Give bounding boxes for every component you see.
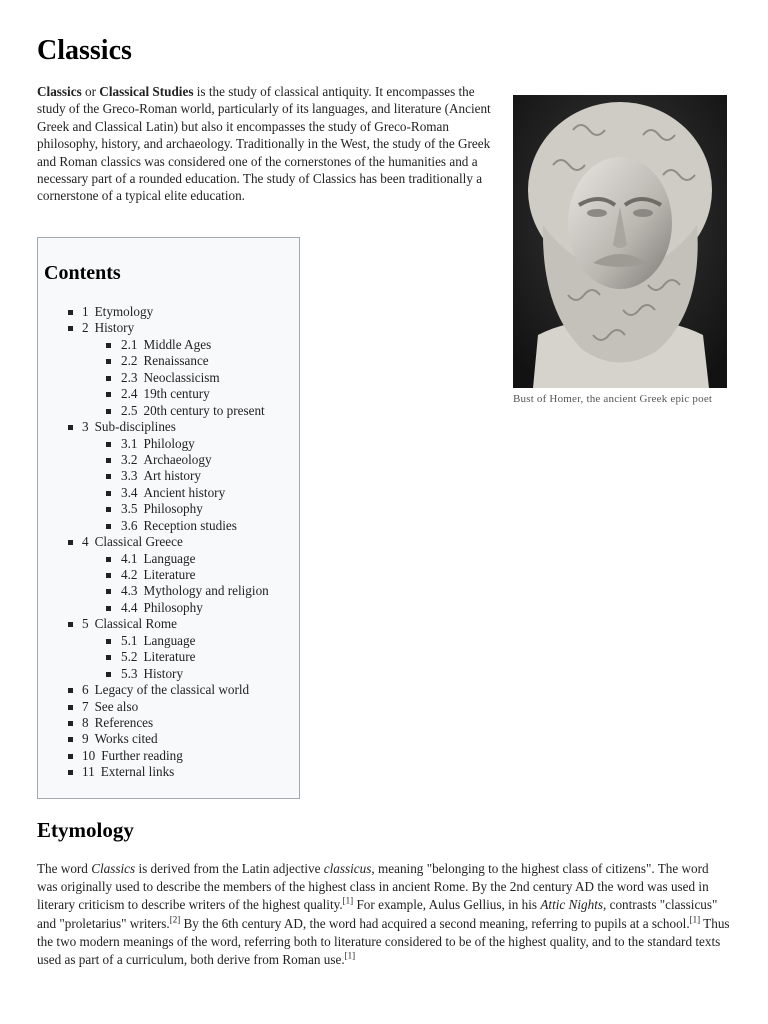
toc-item-number: 2 <box>82 320 89 336</box>
toc-item-label: References <box>94 714 154 730</box>
bullet-icon <box>106 392 111 397</box>
toc-item-label: Literature <box>143 649 196 665</box>
toc-item-label: Renaissance <box>143 353 209 369</box>
bullet-icon <box>106 409 111 414</box>
toc-item-link[interactable] <box>121 551 195 567</box>
toc-item-number: 5 <box>82 616 89 632</box>
toc-item-number: 3 <box>82 419 89 435</box>
toc-item-link[interactable] <box>121 468 201 484</box>
toc-item-number: 4.1 <box>121 550 138 566</box>
toc-item-link[interactable] <box>121 436 195 452</box>
homer-figure <box>513 95 727 408</box>
section-heading-etymology: Etymology <box>37 818 134 842</box>
toc-item-label: Neoclassicism <box>143 369 220 385</box>
toc-item-link[interactable] <box>121 518 237 534</box>
toc-item-link[interactable] <box>121 501 203 517</box>
toc-item-link[interactable] <box>82 715 153 731</box>
toc-item-label: Philology <box>143 435 195 451</box>
toc-item-link[interactable] <box>121 370 220 386</box>
toc-item-link[interactable] <box>82 699 138 715</box>
bullet-icon <box>106 507 111 512</box>
etym-text-5: , contrasts "classicus" and "proletarius" writers. <box>37 897 718 931</box>
toc-item-number: 2.5 <box>121 402 138 418</box>
page-title: Classics <box>37 35 132 66</box>
toc-item-label: Art history <box>143 468 201 484</box>
etym-italic-attic-nights: Attic Nights <box>540 897 603 913</box>
bullet-icon <box>68 326 73 331</box>
toc-item-link[interactable] <box>121 353 209 369</box>
citation-ref-2[interactable]: [2] <box>169 914 181 925</box>
etym-italic-classicus: classicus <box>323 861 372 876</box>
toc-item-label: Philosophy <box>143 599 203 615</box>
bullet-icon <box>106 655 111 660</box>
toc-item-label: Classical Rome <box>94 616 178 632</box>
toc-item-link[interactable] <box>121 600 203 616</box>
bullet-icon <box>68 688 73 693</box>
toc-item-number: 4.3 <box>121 583 138 599</box>
toc-item-link[interactable] <box>121 452 212 468</box>
bullet-icon <box>68 721 73 726</box>
toc-item-label: Language <box>143 550 196 566</box>
figure-caption: Bust of Homer, the ancient Greek epic poet <box>513 393 713 405</box>
toc-item-link[interactable] <box>82 731 158 747</box>
toc-item-number: 7 <box>82 698 89 714</box>
bullet-icon <box>106 376 111 381</box>
toc-item-link[interactable] <box>121 386 210 402</box>
toc-item-number: 2.1 <box>121 336 138 352</box>
toc-item-number: 3.6 <box>121 517 138 533</box>
bullet-icon <box>106 442 111 447</box>
toc-item-number: 5.3 <box>121 665 138 681</box>
bullet-icon <box>106 557 111 562</box>
toc-item-number: 2.3 <box>121 369 138 385</box>
toc-item-number: 2.2 <box>121 353 138 369</box>
bullet-icon <box>68 770 73 775</box>
toc-item-number: 9 <box>82 731 89 747</box>
intro-text: is the study of classical antiquity. It encompasses the study of the Greco-Roman world, particularly of its languages, and literature (Ancient Greek and Classical Latin) but also it encompasses the study of Greco-Roman philosophy, history, and archaeology. Traditionally in the West, the study of the Greek and Roman classics was considered one of the cornerstones of the humanities and a necessary part of a rounded education. The study of Classics has been traditionally a cornerstone of a typical elite education. <box>37 84 491 204</box>
toc-item-label: Ancient history <box>143 484 226 500</box>
toc-item-label: Works cited <box>94 731 158 747</box>
toc-item-number: 1 <box>82 304 89 319</box>
table-of-contents <box>37 237 300 799</box>
etym-text-2: is derived from the Latin adjective <box>135 861 324 876</box>
intro-paragraph <box>37 83 492 205</box>
toc-item-link[interactable] <box>121 337 211 353</box>
bullet-icon <box>68 540 73 545</box>
bullet-icon <box>106 589 111 594</box>
etym-text-6: By the 6th century AD, the word had acquired a second meaning, referring to pupils at a school. <box>180 915 690 931</box>
toc-item-label: Classical Greece <box>94 534 183 550</box>
intro-term-classical-studies: Classical Studies <box>99 84 194 99</box>
etym-text-7: Thus the two modern meanings of the word, referring both to literature considered to be of the highest quality, and to the standard texts used as part of a curriculum, both derive from Roman use. <box>37 915 730 968</box>
toc-item-label: External links <box>100 764 175 780</box>
toc-item-link[interactable] <box>82 320 134 336</box>
toc-item-label: 20th century to present <box>143 402 265 418</box>
toc-item-number: 3.3 <box>121 468 138 484</box>
bullet-icon <box>106 606 111 611</box>
bullet-icon <box>106 573 111 578</box>
bullet-icon <box>68 705 73 710</box>
toc-item-link[interactable] <box>82 748 183 764</box>
bullet-icon <box>106 524 111 529</box>
toc-item-link[interactable] <box>121 666 183 682</box>
toc-item-number: 3.1 <box>121 435 138 451</box>
toc-item-label: Legacy of the classical world <box>94 682 250 698</box>
toc-item-link[interactable] <box>121 485 225 501</box>
toc-item-number: 3.5 <box>121 501 138 517</box>
toc-item-label: Further reading <box>101 747 183 763</box>
intro-or: or <box>81 84 100 99</box>
toc-item-link[interactable] <box>121 633 195 649</box>
toc-item-label: See also <box>94 698 139 714</box>
toc-item-label: Language <box>143 632 196 648</box>
toc-item-link[interactable] <box>121 567 195 583</box>
toc-item-number: 4 <box>82 534 89 550</box>
toc-item-label: Reception studies <box>143 517 237 533</box>
toc-item-link[interactable] <box>82 534 183 550</box>
homer-bust-image[interactable] <box>513 95 727 388</box>
citation-ref-3[interactable]: [1] <box>689 914 701 925</box>
toc-item-label: Middle Ages <box>143 336 212 352</box>
toc-item-number: 6 <box>82 682 89 698</box>
toc-item-label: History <box>94 320 135 336</box>
bullet-icon <box>68 310 73 315</box>
etym-italic-classics: Classics <box>91 861 136 876</box>
toc-item-label: History <box>143 665 184 681</box>
toc-item-link[interactable] <box>121 649 195 665</box>
intro-term-classics: Classics <box>37 84 82 99</box>
bullet-icon <box>106 474 111 479</box>
toc-item-number: 3.4 <box>121 484 138 500</box>
toc-item-number: 5.1 <box>121 632 138 648</box>
etym-text-4: For example, Aulus Gellius, in his <box>353 897 541 913</box>
bullet-icon <box>106 672 111 677</box>
bullet-icon <box>68 737 73 742</box>
etym-text-3: , meaning "belonging to the highest class of citizens". The word was originally used to describe the members of the highest class in ancient Rome. By the 2nd century AD the word was used in literary criticism to describe writers of the highest quality. <box>37 861 709 913</box>
bullet-icon <box>68 754 73 759</box>
toc-item-label: 19th century <box>143 386 210 402</box>
bullet-icon <box>106 639 111 644</box>
citation-ref-1[interactable]: [1] <box>342 896 354 907</box>
toc-item-number: 3.2 <box>121 451 138 467</box>
toc-item-number: 4.2 <box>121 567 138 582</box>
toc-item-number: 2.4 <box>121 386 138 402</box>
toc-title: Contents <box>44 262 121 284</box>
bullet-icon <box>106 343 111 348</box>
toc-item-label: Etymology <box>94 304 154 319</box>
toc-item-number: 4.4 <box>121 599 138 615</box>
toc-item-label: Philosophy <box>143 501 203 517</box>
toc-item-label: Literature <box>143 567 196 582</box>
etym-text-1: The word <box>37 861 92 876</box>
bullet-icon <box>106 458 111 463</box>
toc-item-label: Sub-disciplines <box>94 419 176 435</box>
toc-item-link[interactable] <box>82 616 177 632</box>
toc-item-label: Archaeology <box>143 451 212 467</box>
citation-ref-4[interactable]: [1] <box>344 950 356 961</box>
toc-item-number: 11 <box>82 764 95 780</box>
toc-item-link[interactable] <box>121 403 265 419</box>
toc-item-link[interactable] <box>82 419 176 435</box>
bullet-icon <box>106 359 111 364</box>
etymology-paragraph <box>37 860 732 969</box>
toc-item-link[interactable] <box>82 764 174 780</box>
toc-item-number: 5.2 <box>121 649 138 665</box>
toc-item-link[interactable] <box>82 682 249 698</box>
bullet-icon <box>68 425 73 430</box>
bullet-icon <box>68 622 73 627</box>
toc-item-number: 10 <box>82 747 96 763</box>
toc-item-link[interactable] <box>82 304 153 320</box>
toc-item-label: Mythology and religion <box>143 583 269 599</box>
bullet-icon <box>106 491 111 496</box>
toc-item-link[interactable] <box>121 583 269 599</box>
toc-item-number: 8 <box>82 714 89 730</box>
